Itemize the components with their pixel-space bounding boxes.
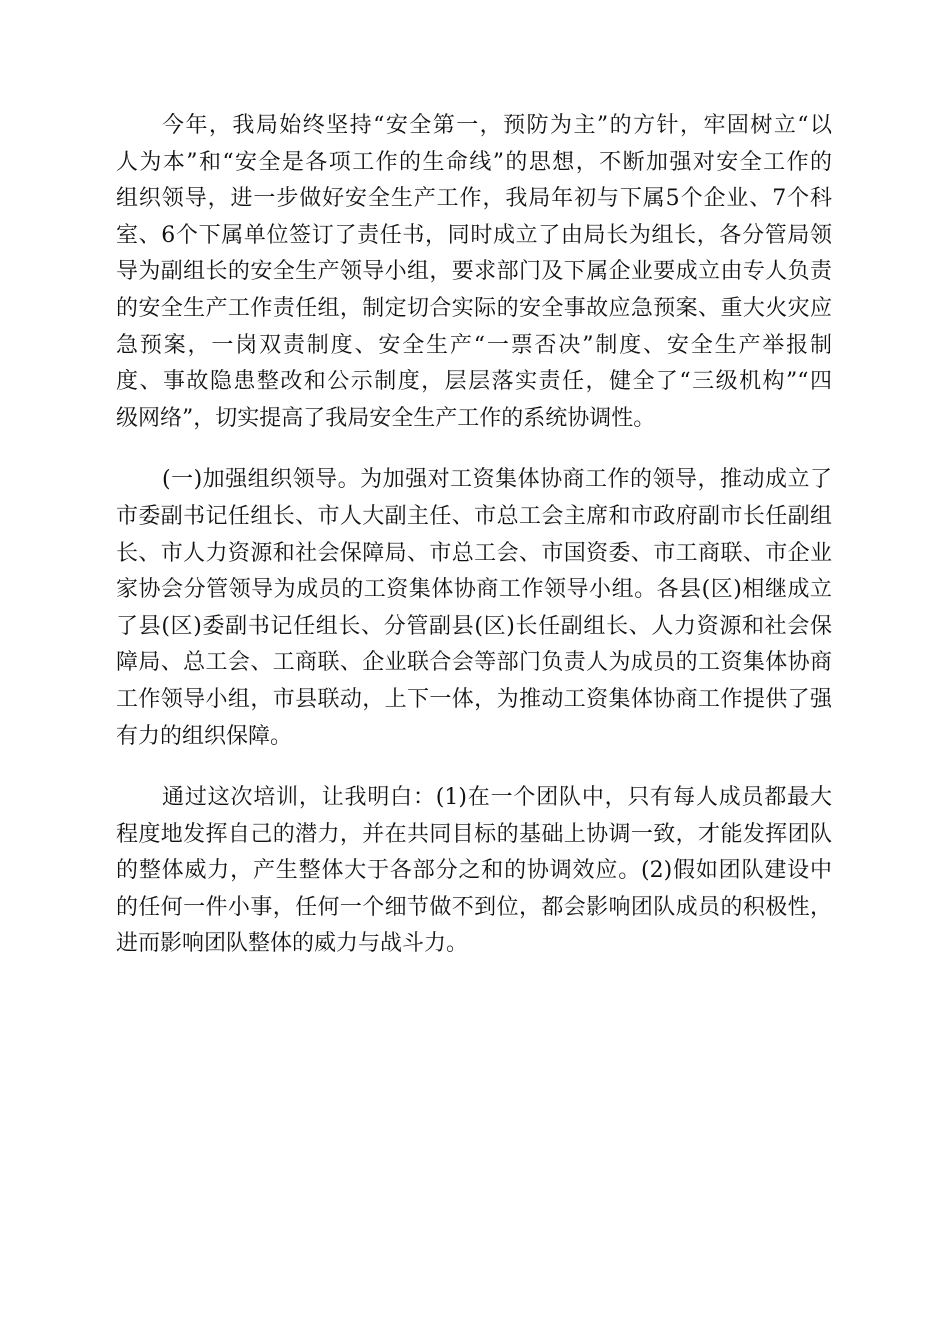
text-line: 障局、总工会、工商联、企业联合会等部门负责人为成员的工资集体协商 — [116, 650, 832, 676]
document-body — [116, 108, 832, 963]
text-line: 家协会分管领导为成员的工资集体协商工作领导小组。各县(区)相继成立 — [116, 577, 832, 603]
text-line: (一)加强组织领导。为加强对工资集体协商工作的领导，推动成立了 — [162, 467, 832, 493]
text-line: 的任何一件小事，任何一个细节做不到位，都会影响团队成员的积极性， — [116, 894, 832, 920]
text-line: 长、市人力资源和社会保障局、市总工会、市国资委、市工商联、市企业 — [116, 540, 832, 566]
text-line: 组织领导，进一步做好安全生产工作，我局年初与下属5个企业、7个科 — [116, 186, 832, 212]
text-line: 市委副书记任组长、市人大副主任、市总工会主席和市政府副市长任副组 — [116, 503, 832, 529]
text-line: 急预案，一岗双责制度、安全生产“一票否决”制度、安全生产举报制 — [116, 332, 832, 358]
text-line: 了县(区)委副书记任组长、分管副县(区)长任副组长、人力资源和社会保 — [116, 613, 832, 639]
paragraph-organization-leadership — [116, 462, 832, 755]
text-line: 进而影响团队整体的威力与战斗力。 — [116, 931, 469, 957]
text-line: 的整体威力，产生整体大于各部分之和的协调效应。(2)假如团队建设中 — [116, 858, 832, 884]
text-line: 度、事故隐患整改和公示制度，层层落实责任，健全了“三级机构”“四 — [116, 369, 832, 395]
text-line: 工作领导小组，市县联动，上下一体，为推动工资集体协商工作提供了强 — [116, 686, 832, 712]
paragraph-safety-responsibility — [116, 108, 832, 437]
text-line: 室、6个下属单位签订了责任书，同时成立了由局长为组长，各分管局领 — [116, 222, 832, 248]
text-line: 今年，我局始终坚持“安全第一，预防为主”的方针，牢固树立“以 — [162, 113, 832, 138]
text-line: 有力的组织保障。 — [116, 723, 293, 749]
paragraph-training-reflection — [116, 780, 832, 963]
text-line: 级网络”，切实提高了我局安全生产工作的系统协调性。 — [116, 405, 656, 431]
text-line: 人为本”和“安全是各项工作的生命线”的思想，不断加强对安全工作的 — [116, 149, 832, 175]
text-line: 的安全生产工作责任组，制定切合实际的安全事故应急预案、重大火灾应 — [116, 295, 832, 321]
text-line: 程度地发挥自己的潜力，并在共同目标的基础上协调一致，才能发挥团队 — [116, 821, 832, 847]
text-line: 导为副组长的安全生产领导小组，要求部门及下属企业要成立由专人负责 — [116, 259, 832, 285]
text-line: 通过这次培训，让我明白：(1)在一个团队中，只有每人成员都最大 — [162, 785, 832, 811]
